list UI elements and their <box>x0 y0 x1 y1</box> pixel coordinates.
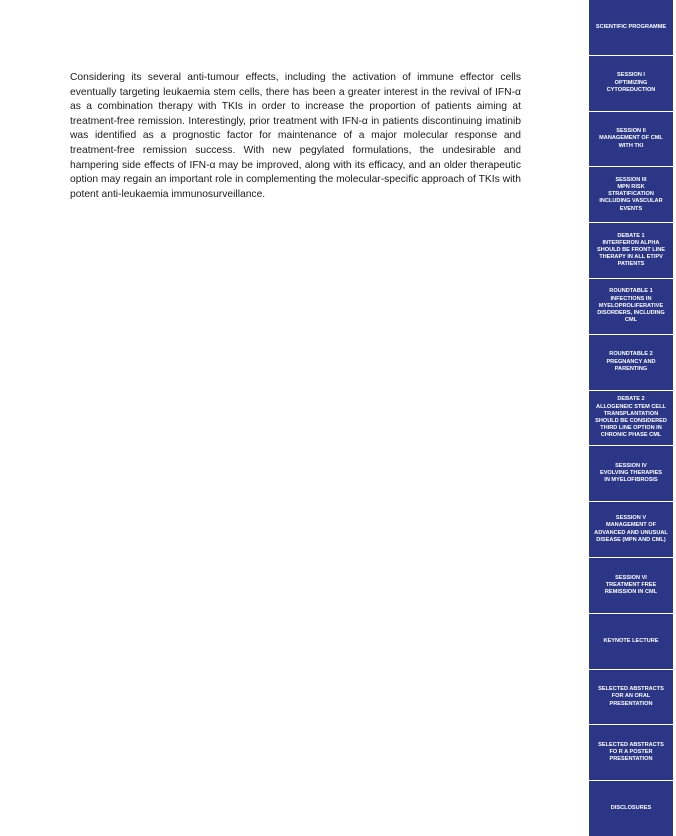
nav-session-3[interactable]: SESSION III MPN RISK STRATIFICATION INCLUDING VASCULAR EVENTS <box>589 167 673 223</box>
nav-session-1[interactable]: SESSION I OPTIMIZING CYTOREDUCTION <box>589 56 673 112</box>
nav-session-2[interactable]: SESSION II MANAGEMENT OF CML WITH TKI <box>589 112 673 168</box>
nav-poster-abstracts[interactable]: SELECTED ABSTRACTS FO R A POSTER PRESENTATION <box>589 725 673 781</box>
nav-debate-2[interactable]: DEBATE 2 ALLOGENEIC STEM CELL TRANSPLANTATION SHOULD BE CONSIDERED THIRD LINE OPTION IN CHRONIC PHASE CML <box>589 391 673 447</box>
nav-session-6[interactable]: SESSION VI TREATMENT FREE REMISSION IN CML <box>589 558 673 614</box>
nav-roundtable-2[interactable]: ROUNDTABLE 2 PREGNANCY AND PARENTING <box>589 335 673 391</box>
nav-roundtable-1[interactable]: ROUNDTABLE 1 INFECTIONS IN MYELOPROLIFERATIVE DISORDERS, INCLUDING CML <box>589 279 673 335</box>
nav-session-4[interactable]: SESSION IV EVOLVING THERAPIES IN MYELOFIBROSIS <box>589 446 673 502</box>
nav-session-5[interactable]: SESSION V MANAGEMENT OF ADVANCED AND UNUSUAL DISEASE (MPN AND CML) <box>589 502 673 558</box>
body-paragraph: Considering its several anti-tumour effects, including the activation of immune effector cells eventually targeting leukaemia stem cells, there has been a greater interest in the revival of IFN-α as a combination therapy with TKIs in order to increase the proportion of patients aiming at treatment-free remission. Interestingly, prior treatment with IFN-α in patients discontinuing imatinib was identified as a prognostic factor for maintenance of a major molecular response and treatment-free remission success. With new pegylated formulations, the undesirable and hampering side effects of IFN-α may be improved, along with its efficacy, and an older therapeutic option may regain an important role in complementing the molecular-specific approach of TKIs with potent anti-leukaemia immunosurveillance. <box>70 72 521 200</box>
nav-disclosures[interactable]: DISCLOSURES <box>589 781 673 836</box>
programme-sidebar <box>589 0 673 836</box>
nav-oral-abstracts[interactable]: SELECTED ABSTRACTS FOR AN ORAL PRESENTATION <box>589 670 673 726</box>
nav-debate-1[interactable]: DEBATE 1 INTERFERON ALPHA SHOULD BE FRONT LINE THERAPY IN ALL ET/PV PATIENTS <box>589 223 673 279</box>
nav-keynote-lecture[interactable]: KEYNOTE LECTURE <box>589 614 673 670</box>
nav-scientific-programme[interactable]: SCIENTIFIC PROGRAMME <box>589 0 673 56</box>
